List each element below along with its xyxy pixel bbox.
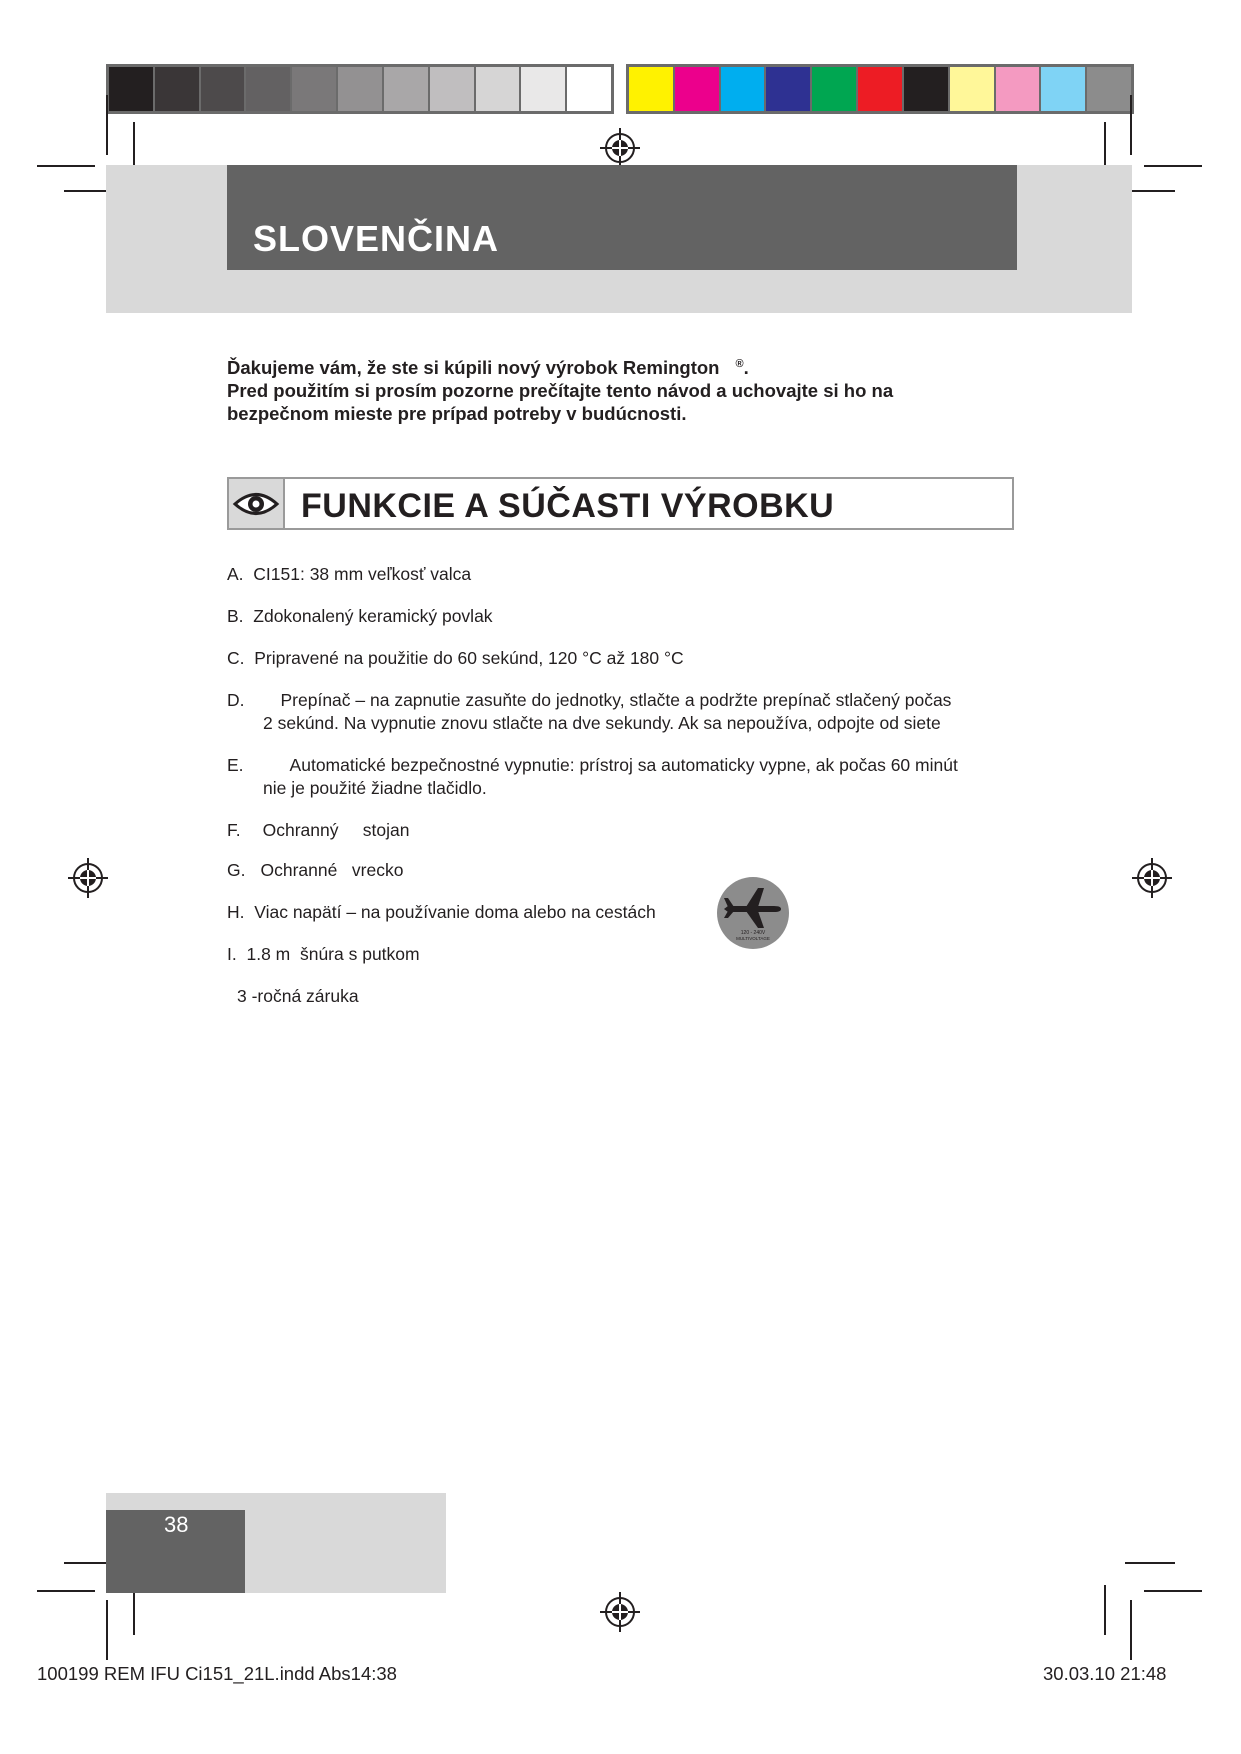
- crop-mark: [1104, 1585, 1106, 1635]
- registration-mark-icon: [600, 1592, 640, 1632]
- list-item: A. CI151: 38 mm veľkosť valca: [227, 564, 472, 584]
- section-header: [227, 477, 1014, 530]
- crop-mark: [106, 95, 108, 155]
- footer-timestamp: 30.03.10 21:48: [1043, 1663, 1167, 1684]
- process-color-bar: [626, 64, 1134, 114]
- color-swatch: [292, 67, 338, 111]
- crop-mark: [1125, 190, 1175, 192]
- list-item: C. Pripravené na použitie do 60 sekúnd, 120 °C až 180 °C: [227, 648, 684, 668]
- color-swatch: [338, 67, 384, 111]
- svg-text:MULTIVOLTAGE: MULTIVOLTAGE: [736, 936, 770, 941]
- color-swatch: [567, 67, 611, 111]
- color-swatch: [521, 67, 567, 111]
- color-swatch: [858, 67, 904, 111]
- intro-line: bezpečnom mieste pre prípad potreby v budúcnosti.: [227, 403, 687, 425]
- color-swatch: [812, 67, 858, 111]
- registration-mark-icon: [600, 128, 640, 168]
- crop-mark: [37, 1590, 95, 1592]
- color-swatch: [201, 67, 247, 111]
- registration-mark-icon: [68, 858, 108, 898]
- color-swatch: [675, 67, 721, 111]
- registered-symbol: ®: [735, 358, 744, 370]
- color-swatch: [109, 67, 155, 111]
- color-swatch: [766, 67, 812, 111]
- list-item: I. 1.8 m šnúra s putkom: [227, 944, 420, 964]
- multivoltage-badge: [716, 876, 790, 950]
- list-item: D. Prepínač – na zapnutie zasuňte do jednotky, stlačte a podržte prepínač stlačený počas: [227, 690, 952, 710]
- color-swatch: [430, 67, 476, 111]
- list-item: G. Ochranné vrecko: [227, 860, 404, 880]
- color-swatch: [721, 67, 767, 111]
- color-swatch: [996, 67, 1042, 111]
- grayscale-color-bar: [106, 64, 614, 114]
- color-swatch: [1087, 67, 1131, 111]
- crop-mark: [1125, 1562, 1175, 1564]
- list-item-continuation: nie je použité žiadne tlačidlo.: [263, 778, 487, 798]
- list-item: E. Automatické bezpečnostné vypnutie: prístroj sa automaticky vypne, ak počas 60 minút: [227, 755, 958, 775]
- intro-line: Pred použitím si prosím pozorne prečítajte tento návod a uchovajte si ho na: [227, 380, 894, 402]
- intro-paragraph: [227, 353, 1007, 425]
- page-title: SLOVENČINA: [253, 218, 500, 259]
- crop-mark: [1130, 1600, 1132, 1660]
- color-swatch: [384, 67, 430, 111]
- color-swatch: [904, 67, 950, 111]
- section-icon-box: [229, 479, 285, 528]
- crop-mark: [1144, 165, 1202, 167]
- crop-mark: [106, 1600, 108, 1660]
- color-swatch: [1041, 67, 1087, 111]
- color-swatch: [246, 67, 292, 111]
- footer-file-info: 100199 REM IFU Ci151_21L.indd Abs14:38: [37, 1663, 397, 1684]
- list-item: F. Ochranný stojan: [227, 820, 410, 840]
- color-swatch: [950, 67, 996, 111]
- color-swatch: [476, 67, 522, 111]
- crop-mark: [1130, 95, 1132, 155]
- crop-mark: [1144, 1590, 1202, 1592]
- eye-icon: [229, 479, 283, 528]
- list-item: B. Zdokonalený keramický povlak: [227, 606, 493, 626]
- registration-mark-icon: [1132, 858, 1172, 898]
- color-swatch: [155, 67, 201, 111]
- list-item-continuation: 2 sekúnd. Na vypnutie znovu stlačte na dve sekundy. Ak sa nepoužíva, odpojte od siete: [263, 713, 941, 733]
- section-title: FUNKCIE A SÚČASTI VÝROBKU: [301, 487, 835, 525]
- list-item: H. Viac napätí – na používanie doma alebo na cestách: [227, 902, 656, 922]
- page-number: 38: [164, 1512, 189, 1537]
- intro-line: Ďakujeme vám, že ste si kúpili nový výrobok Remington ®.: [227, 357, 749, 379]
- svg-text:120 - 240V: 120 - 240V: [740, 930, 766, 936]
- crop-mark: [37, 165, 95, 167]
- list-item: 3 -ročná záruka: [237, 986, 359, 1006]
- color-swatch: [629, 67, 675, 111]
